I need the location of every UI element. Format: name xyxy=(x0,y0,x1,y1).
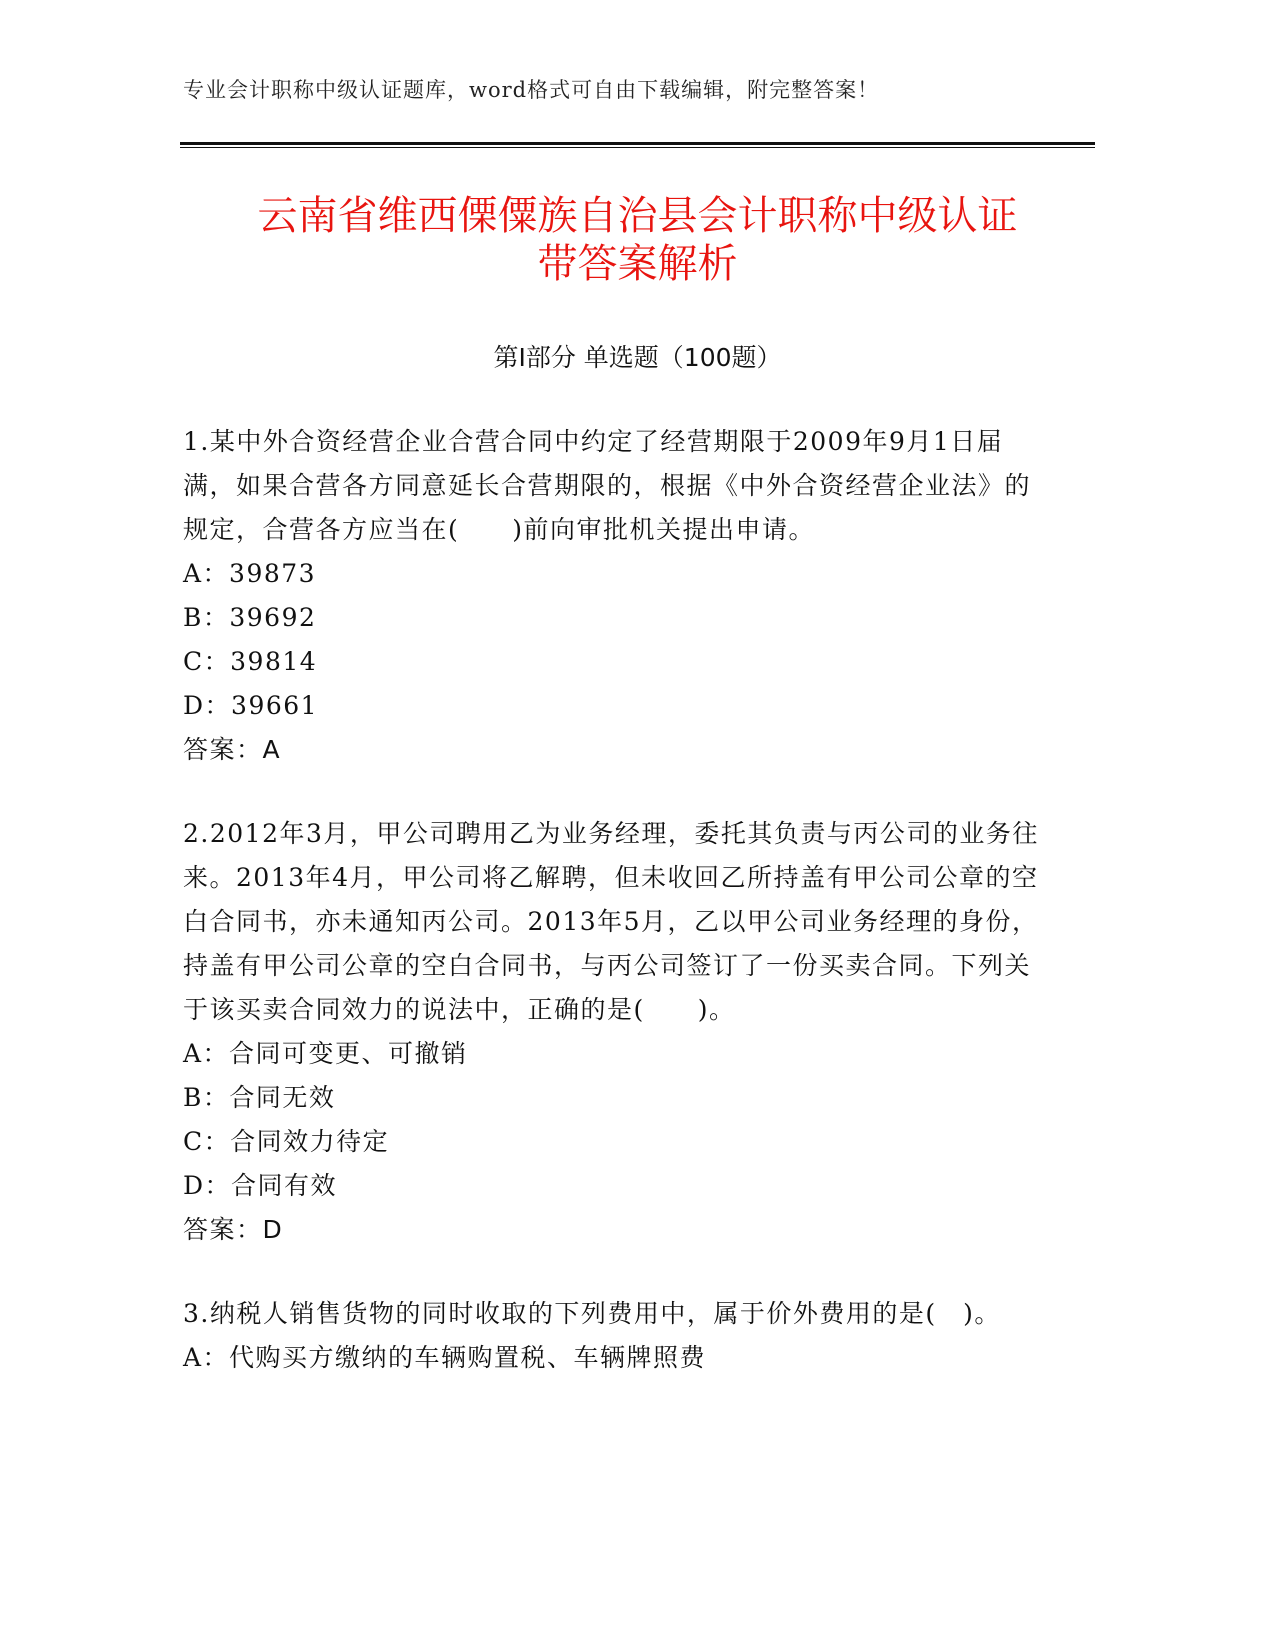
question-3 xyxy=(183,1292,1043,1380)
question-stem: 2.2012年3月，甲公司聘用乙为业务经理，委托其负责与丙公司的业务往来。2013年4月，甲公司将乙解聘，但未收回乙所持盖有甲公司公章的空白合同书，亦未通知丙公司。2013年5月，乙以甲公司业务经理的身份，持盖有甲公司公章的空白合同书，与丙公司签订了一份买卖合同。下列关于该买卖合同效力的说法中，正确的是( )。 xyxy=(183,819,1039,1024)
title-line-1: 云南省维西傈僳族自治县会计职称中级认证 xyxy=(257,193,1018,239)
header-note: 专业会计职称中级认证题库，word格式可自由下载编辑，附完整答案！ xyxy=(183,78,880,102)
answer: 答案：D xyxy=(183,1215,284,1244)
header-divider xyxy=(180,142,1095,148)
option-a: A：39873 xyxy=(183,559,317,588)
question-stem: 3.纳税人销售货物的同时收取的下列费用中，属于价外费用的是( )。 xyxy=(183,1299,1001,1328)
option-d: D：合同有效 xyxy=(183,1171,338,1200)
option-b: B：合同无效 xyxy=(183,1083,336,1112)
question-stem: 1.某中外合资经营企业合营合同中约定了经营期限于2009年9月1日届满，如果合营各方同意延长合营期限的，根据《中外合资经营企业法》的规定，合营各方应当在( )前向审批机关提出申请。 xyxy=(183,427,1032,544)
answer: 答案：A xyxy=(183,735,282,764)
document-title xyxy=(150,192,1125,288)
section-heading: 第I部分 单选题（100题） xyxy=(493,343,782,372)
option-a: A：代购买方缴纳的车辆购置税、车辆牌照费 xyxy=(183,1343,707,1372)
option-c: C：39814 xyxy=(183,647,318,676)
option-b: B：39692 xyxy=(183,603,317,632)
option-a: A：合同可变更、可撤销 xyxy=(183,1039,468,1068)
option-d: D：39661 xyxy=(183,691,319,720)
option-c: C：合同效力待定 xyxy=(183,1127,390,1156)
question-1 xyxy=(183,420,1043,772)
question-2 xyxy=(183,812,1043,1252)
title-line-2: 带答案解析 xyxy=(537,241,738,287)
